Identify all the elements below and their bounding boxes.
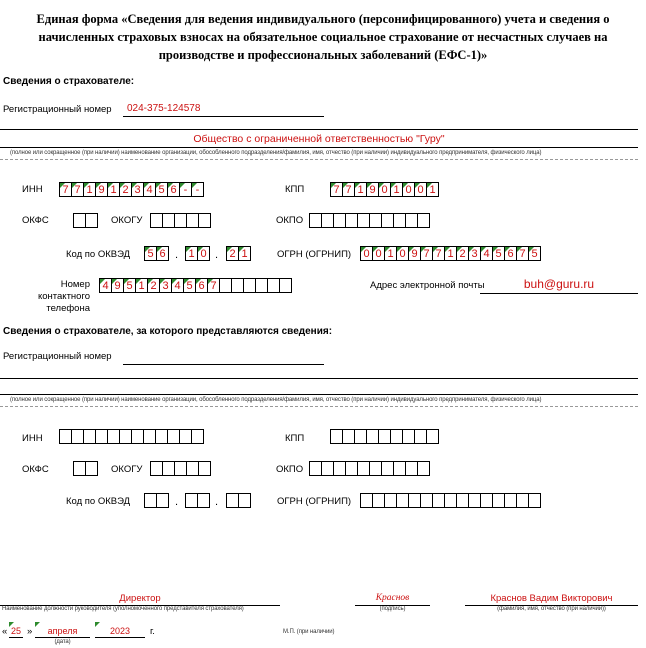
- char-cell[interactable]: [85, 461, 98, 476]
- okogu-label: ОКОГУ: [111, 215, 143, 226]
- char-cell[interactable]: 7: [71, 182, 84, 197]
- char-cell[interactable]: 0: [414, 182, 427, 197]
- char-cell[interactable]: 1: [135, 278, 148, 293]
- okfs-cells-2[interactable]: [73, 461, 98, 476]
- inn-label-2: ИНН: [22, 433, 43, 444]
- char-cell[interactable]: 1: [390, 182, 403, 197]
- char-cell[interactable]: 5: [183, 278, 196, 293]
- reg-number-underline: [123, 116, 324, 117]
- org-caption-2: (полное или сокращенное (при наличии) наименование организации, обособленного подразделения/фамилия, имя, отчество (при наличии) индивидуального предпринимателя, физического лица): [10, 397, 542, 403]
- okved-cells-2[interactable]: [185, 246, 210, 261]
- char-cell[interactable]: 2: [456, 246, 469, 261]
- reg-number-label-2: Регистрационный номер: [3, 351, 112, 362]
- char-cell[interactable]: 0: [197, 246, 210, 261]
- char-cell[interactable]: 1: [107, 182, 120, 197]
- char-cell[interactable]: 9: [111, 278, 124, 293]
- date-caption: (дата): [54, 639, 71, 645]
- char-cell[interactable]: 2: [147, 278, 160, 293]
- char-cell[interactable]: 7: [342, 182, 355, 197]
- char-cell[interactable]: 6: [156, 246, 169, 261]
- ogrn-cells-2[interactable]: [360, 493, 541, 508]
- position-caption: Наименование должности руководителя (уполномоченного представителя страхователя): [2, 606, 244, 612]
- email-value[interactable]: buh@guru.ru: [523, 277, 595, 291]
- okved-dot: .: [215, 249, 219, 261]
- char-cell[interactable]: [426, 429, 439, 444]
- kpp-cells[interactable]: [330, 182, 439, 197]
- inn-cells-2[interactable]: [59, 429, 204, 444]
- char-cell[interactable]: 6: [504, 246, 517, 261]
- char-cell[interactable]: 7: [330, 182, 343, 197]
- okpo-label: ОКПО: [276, 215, 304, 226]
- char-cell[interactable]: [156, 493, 169, 508]
- stamp-label: М.П. (при наличии): [283, 629, 335, 635]
- char-cell[interactable]: 7: [59, 182, 72, 197]
- okfs-label: ОКФС: [22, 215, 49, 226]
- okved-label-2: Код по ОКВЭД: [66, 496, 131, 507]
- char-cell[interactable]: 0: [372, 246, 385, 261]
- fio-caption: (фамилия, имя, отчество (при наличии)): [497, 606, 606, 612]
- form-title: Единая форма «Сведения для ведения индивидуального (персонифицированного) учета и сведения о начисленных страховых взносах на обязательное социальное страхование от несчастных случаев на производстве и профессиональных заболеваний (ЕФС-1)»: [36, 12, 610, 62]
- section-divider: [0, 159, 638, 160]
- phone-label: Номер контактного телефона: [37, 279, 90, 314]
- okogu-cells-2[interactable]: [150, 461, 211, 476]
- char-cell[interactable]: [528, 493, 541, 508]
- quote-open: «: [2, 626, 8, 637]
- char-cell[interactable]: -: [179, 182, 192, 197]
- okved-dot: .: [175, 249, 179, 261]
- char-cell[interactable]: 5: [123, 278, 136, 293]
- okved-label: Код по ОКВЭД: [66, 249, 131, 260]
- char-cell[interactable]: 2: [119, 182, 132, 197]
- char-cell[interactable]: 7: [207, 278, 220, 293]
- char-cell[interactable]: 2: [226, 246, 239, 261]
- char-cell[interactable]: 1: [83, 182, 96, 197]
- date-day[interactable]: 25: [10, 626, 21, 636]
- second-heading: Сведения о страхователе, за которого представляются сведения:: [3, 326, 333, 337]
- char-cell[interactable]: 1: [354, 182, 367, 197]
- char-cell[interactable]: 7: [516, 246, 529, 261]
- char-cell[interactable]: 5: [492, 246, 505, 261]
- char-cell[interactable]: 5: [528, 246, 541, 261]
- okved-dot: .: [175, 496, 179, 508]
- org-top-line: [0, 129, 638, 130]
- char-cell[interactable]: 0: [402, 182, 415, 197]
- char-cell[interactable]: 0: [378, 182, 391, 197]
- char-cell[interactable]: [198, 213, 211, 228]
- char-cell[interactable]: 3: [131, 182, 144, 197]
- okfs-label-2: ОКФС: [22, 464, 49, 475]
- char-cell[interactable]: [279, 278, 292, 293]
- char-cell[interactable]: 9: [95, 182, 108, 197]
- char-cell[interactable]: [417, 213, 430, 228]
- okogu-cells[interactable]: [150, 213, 211, 228]
- section-divider-2: [0, 406, 638, 407]
- char-cell[interactable]: 4: [480, 246, 493, 261]
- okved-cells-1[interactable]: [144, 246, 169, 261]
- char-cell[interactable]: [191, 429, 204, 444]
- char-cell[interactable]: 4: [99, 278, 112, 293]
- kpp-label: КПП: [285, 184, 305, 195]
- inn-label: ИНН: [22, 184, 43, 195]
- okpo-cells-2[interactable]: [309, 461, 430, 476]
- char-cell[interactable]: 4: [143, 182, 156, 197]
- char-cell[interactable]: 0: [396, 246, 409, 261]
- char-cell[interactable]: 1: [444, 246, 457, 261]
- inn-cells[interactable]: [59, 182, 204, 197]
- okpo-label-2: ОКПО: [276, 464, 304, 475]
- okogu-label-2: ОКОГУ: [111, 464, 143, 475]
- reg-number-value[interactable]: 024-375-124578: [127, 103, 201, 114]
- signature-value[interactable]: Краснов: [375, 593, 410, 603]
- kpp-cells-2[interactable]: [330, 429, 439, 444]
- okved-cells-3[interactable]: [226, 246, 251, 261]
- reg-number-underline-2[interactable]: [123, 364, 324, 365]
- okved-cells-2a[interactable]: [144, 493, 169, 508]
- char-cell[interactable]: 5: [144, 246, 157, 261]
- month-underline: [35, 637, 90, 638]
- email-label: Адрес электронной почты: [370, 280, 485, 291]
- okved-cells-2b[interactable]: [185, 493, 210, 508]
- char-cell[interactable]: 4: [171, 278, 184, 293]
- quote-close: »: [27, 626, 33, 637]
- phone-cells[interactable]: [99, 278, 292, 293]
- char-cell[interactable]: 6: [167, 182, 180, 197]
- char-cell[interactable]: 3: [159, 278, 172, 293]
- org-caption: (полное или сокращенное (при наличии) наименование организации, обособленного подразделения/фамилия, имя, отчество (при наличии) индивидуального предпринимателя, физического лица): [10, 150, 542, 156]
- org-top-line-2: [0, 378, 638, 379]
- char-cell[interactable]: 0: [360, 246, 373, 261]
- day-underline: [9, 637, 23, 638]
- char-cell[interactable]: 3: [468, 246, 481, 261]
- char-cell[interactable]: 7: [432, 246, 445, 261]
- char-cell[interactable]: 7: [420, 246, 433, 261]
- char-cell[interactable]: 1: [384, 246, 397, 261]
- reg-number-label: Регистрационный номер: [3, 104, 112, 115]
- okved-cells-2c[interactable]: [226, 493, 251, 508]
- year-suffix: г.: [150, 626, 155, 637]
- char-cell[interactable]: 5: [155, 182, 168, 197]
- org-bottom-line: [0, 147, 638, 148]
- char-cell[interactable]: 1: [426, 182, 439, 197]
- char-cell[interactable]: 1: [238, 246, 251, 261]
- char-cell[interactable]: 1: [185, 246, 198, 261]
- fio-value[interactable]: Краснов Вадим Викторович: [490, 593, 613, 604]
- char-cell[interactable]: 9: [408, 246, 421, 261]
- char-cell[interactable]: [238, 493, 251, 508]
- ogrn-label-2: ОГРН (ОГРНИП): [277, 496, 352, 507]
- year-underline: [95, 637, 145, 638]
- org-bottom-line-2[interactable]: [0, 394, 638, 395]
- okfs-cells[interactable]: [73, 213, 98, 228]
- ogrn-cells[interactable]: [360, 246, 541, 261]
- org-name-value[interactable]: Общество с ограниченной ответственностью "Гуру": [193, 133, 445, 145]
- char-cell[interactable]: 9: [366, 182, 379, 197]
- insurer-heading: Сведения о страхователе:: [3, 76, 135, 87]
- signature-caption: (подпись): [379, 606, 406, 612]
- char-cell[interactable]: [417, 461, 430, 476]
- char-cell[interactable]: [85, 213, 98, 228]
- date-year[interactable]: 2023: [109, 626, 131, 636]
- okpo-cells[interactable]: [309, 213, 430, 228]
- char-cell[interactable]: [197, 493, 210, 508]
- okved-dot: .: [215, 496, 219, 508]
- char-cell[interactable]: 6: [195, 278, 208, 293]
- kpp-label-2: КПП: [285, 433, 305, 444]
- char-cell[interactable]: [198, 461, 211, 476]
- position-value[interactable]: Директор: [119, 593, 161, 604]
- ogrn-label: ОГРН (ОГРНИП): [277, 249, 352, 260]
- date-month[interactable]: апреля: [47, 626, 78, 636]
- email-underline: [480, 293, 638, 294]
- char-cell[interactable]: -: [191, 182, 204, 197]
